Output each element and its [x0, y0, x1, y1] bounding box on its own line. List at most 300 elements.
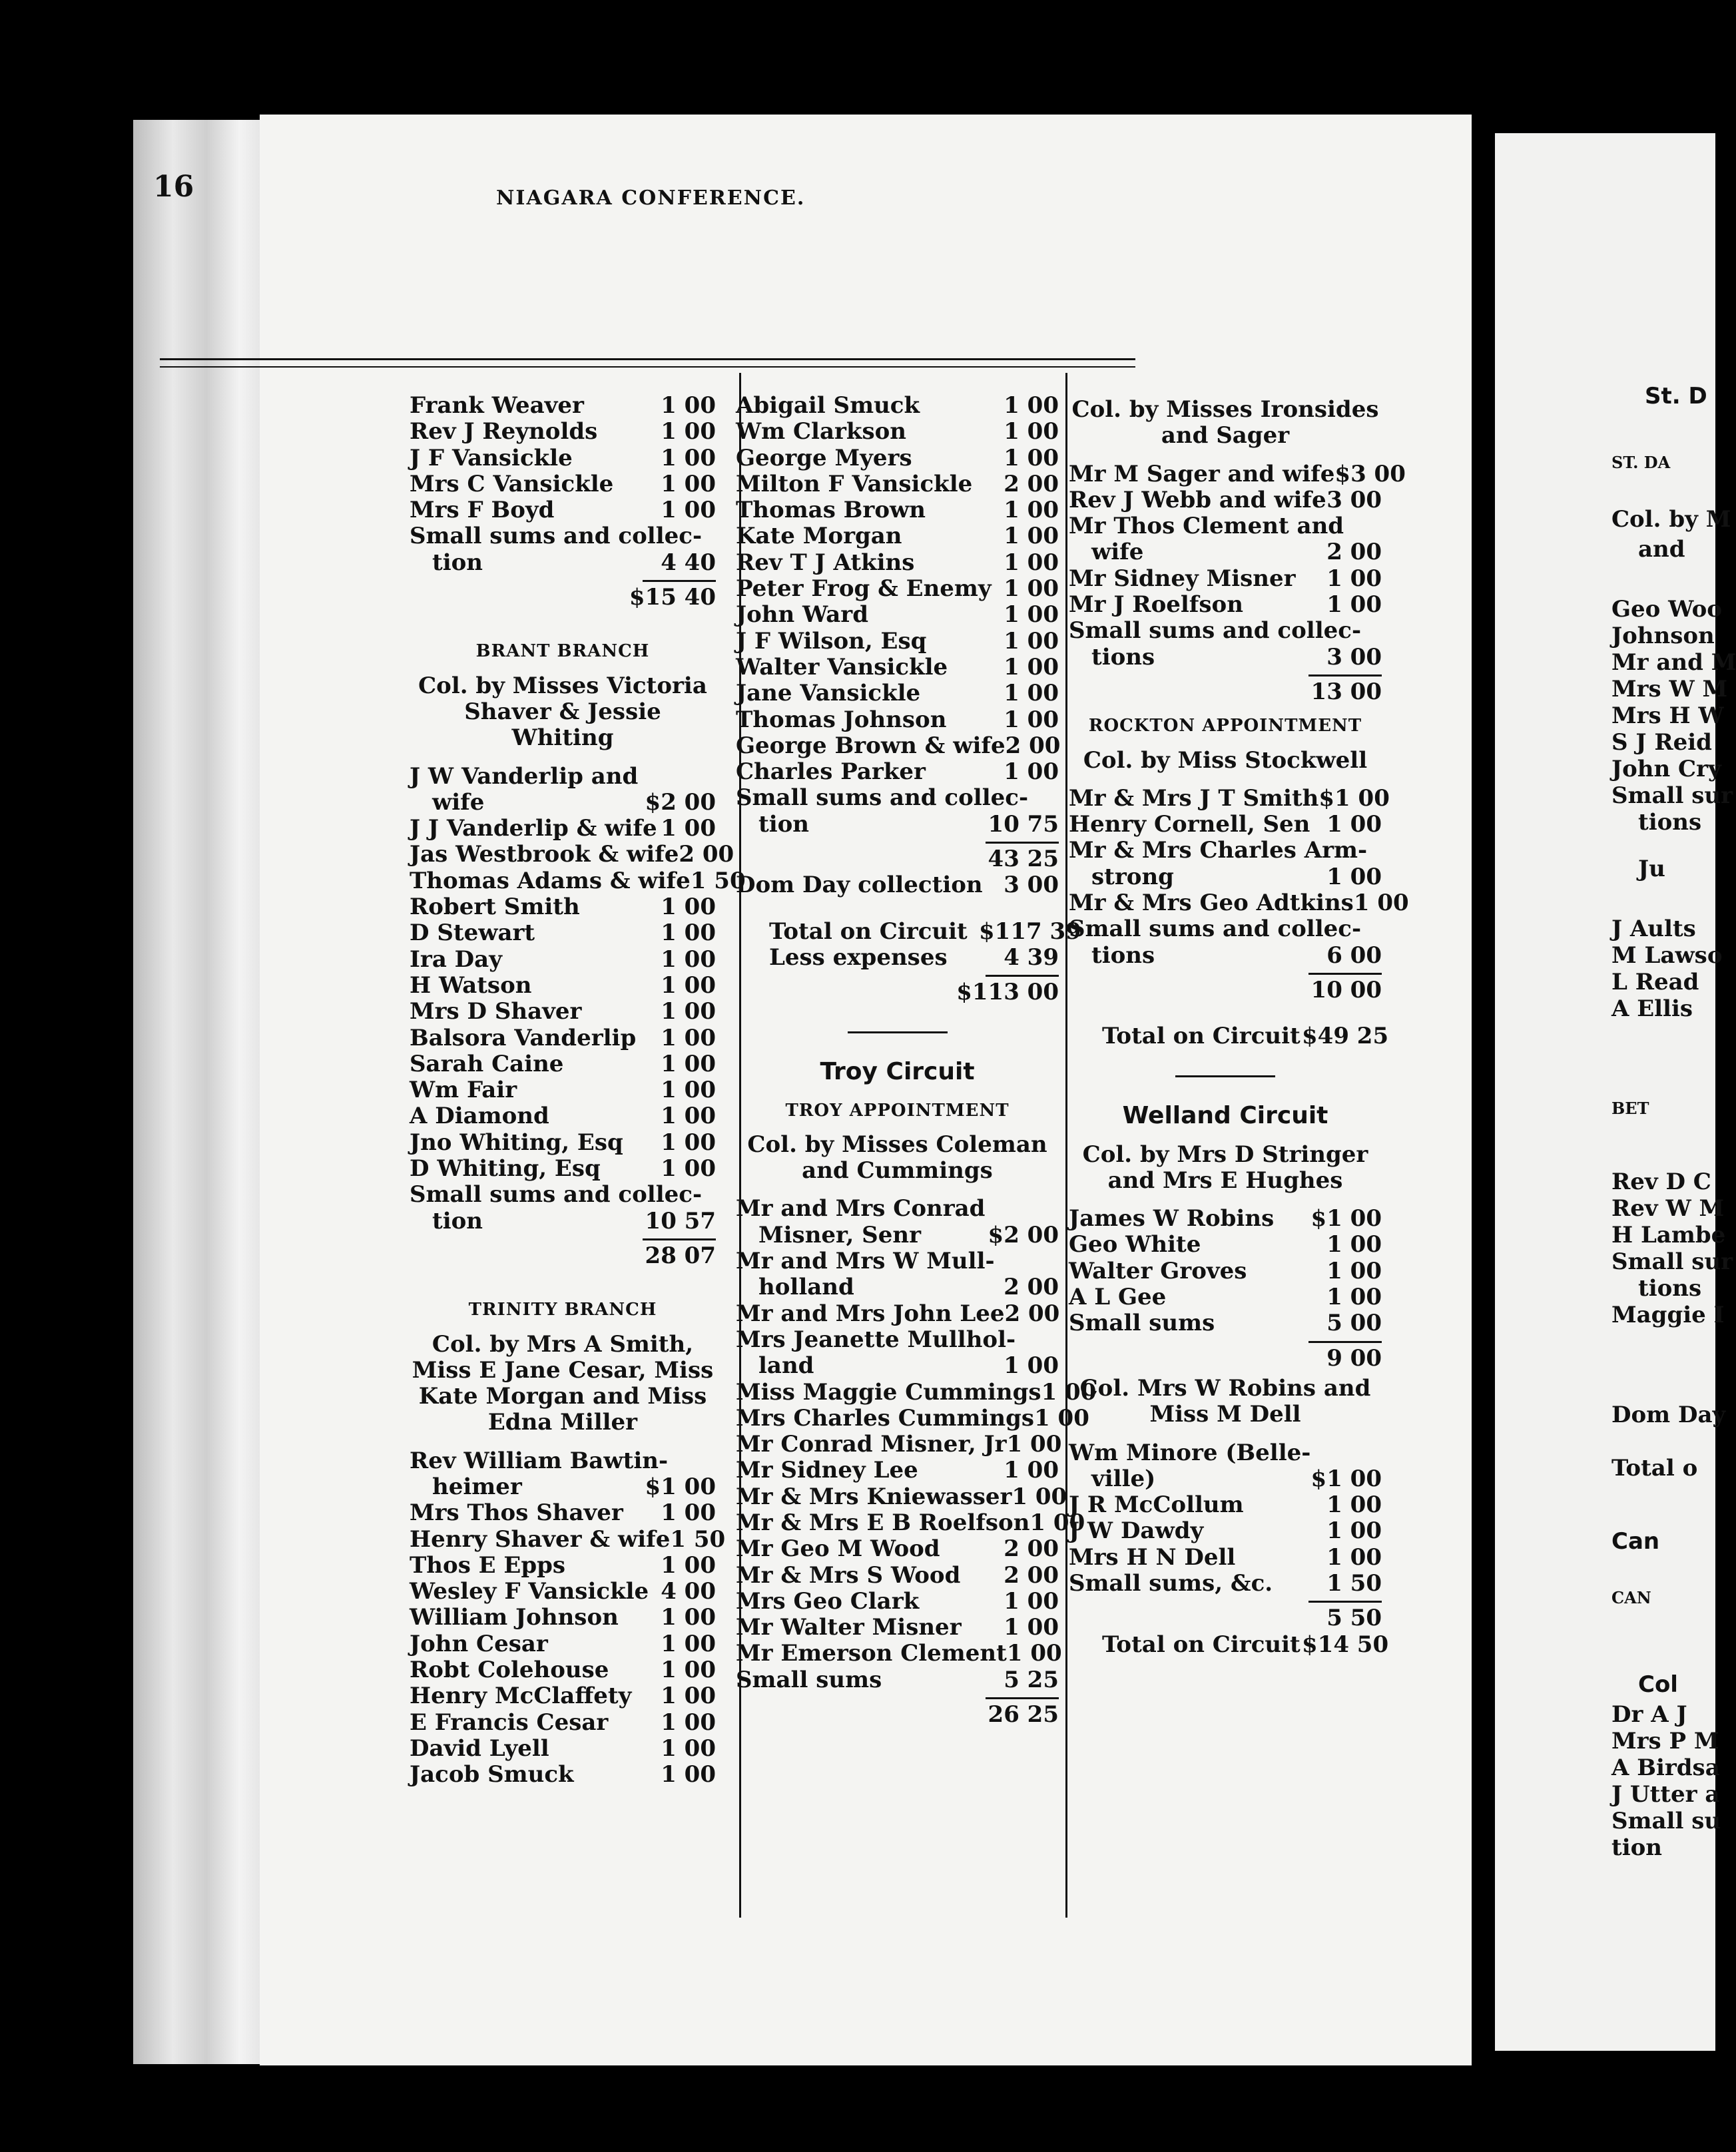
ledger-amount: 1 00 [661, 1657, 716, 1684]
ledger-row: Total on Circuit $117 39 [769, 918, 1081, 945]
ledger-amount: 10 57 [645, 1207, 716, 1234]
ledger-name: Rev J Webb and wife [1069, 486, 1326, 513]
ledger-row [410, 550, 716, 576]
facing-page-text: L Read [1611, 969, 1699, 995]
ledger-name: Walter Vansickle [736, 653, 948, 680]
ledger-row [410, 523, 716, 549]
ledger-name: heimer [432, 1473, 522, 1500]
ledger-amount: 1 00 [1004, 758, 1059, 786]
column-2 [736, 392, 1097, 1729]
ledger-amount: 1 00 [661, 1683, 716, 1710]
ledger-amount: 2 00 [1004, 1274, 1059, 1301]
ledger-row [1069, 645, 1382, 671]
ledger-amount: 1 50 [670, 1525, 726, 1553]
ledger-row [736, 1353, 1059, 1379]
facing-page-text: H Lambe [1611, 1222, 1726, 1248]
ledger-row [1069, 812, 1382, 838]
collector-troy: Col. by Misses Coleman and Cummings [747, 1131, 1047, 1185]
ledger-name: Milton F Vansickle [736, 470, 973, 497]
facing-page-text: and [1638, 536, 1685, 563]
ledger-row: Less expenses 4 39 [769, 943, 1059, 971]
ledger-row [410, 1077, 716, 1103]
ledger-amount: 4 00 [661, 1578, 716, 1605]
ledger-name: J J Vanderlip & wife [410, 815, 657, 842]
ledger-row [736, 1640, 1062, 1667]
ledger-amount: 1 00 [661, 1050, 716, 1077]
sum-line [643, 580, 716, 582]
ledger-amount: $1 00 [1310, 1465, 1382, 1492]
facing-page-text: Rev D C [1611, 1169, 1711, 1195]
facing-page [1495, 133, 1736, 2051]
section-heading-troy: TROY APPOINTMENT [785, 1100, 1010, 1121]
ledger-row [736, 393, 1059, 419]
ledger-row [1069, 513, 1382, 539]
ledger-row [1069, 864, 1382, 890]
ledger-name: Mrs Charles Cummings [736, 1404, 1035, 1432]
ledger-amount: 1 00 [1326, 863, 1382, 890]
ledger-row [736, 1536, 1059, 1562]
ledger-amount [1361, 916, 1382, 942]
facing-page-text: tions [1638, 1275, 1702, 1302]
facing-page-text: M Lawso [1611, 942, 1723, 969]
ledger-amount: 1 00 [661, 1129, 716, 1156]
ledger-name: Jacob Smuck [410, 1761, 574, 1788]
ledger-name: Jas Westbrook & wife [410, 841, 679, 868]
ledger-row [736, 1327, 1059, 1353]
ledger-amount: 1 00 [661, 392, 716, 419]
ledger-row: Total on Circuit $49 25 [1102, 1023, 1389, 1050]
ledger-row [1069, 566, 1382, 592]
ledger-name: tion [432, 1207, 483, 1234]
ledger-amount: 1 00 [661, 815, 716, 842]
ledger-name: Mr M Sager and wife [1069, 460, 1335, 487]
ledger-amount: 1 00 [1004, 601, 1059, 629]
ledger-amount [1367, 838, 1382, 864]
ledger-amount: 1 00 [661, 920, 716, 947]
ledger-name: Thomas Adams & wife [410, 867, 691, 894]
ledger-name: A L Gee [1069, 1284, 1167, 1311]
subtotal: 13 00 [1310, 678, 1382, 705]
ledger-row [736, 1509, 1085, 1536]
ledger-amount: 1 00 [661, 1604, 716, 1631]
ledger-amount: 1 00 [661, 1630, 716, 1657]
ledger-amount: 1 00 [661, 1551, 716, 1579]
ledger-amount: 1 00 [1004, 1352, 1059, 1380]
ledger-amount: 2 00 [1326, 539, 1382, 566]
ledger-name: Mr & Mrs Kniewasser [736, 1483, 1012, 1510]
ledger-name: Mr J Roelfson [1069, 591, 1243, 619]
ledger-row [410, 816, 716, 842]
ledger-name: wife [432, 788, 485, 816]
ledger-row [1069, 1440, 1382, 1466]
ledger-name: Small sums and collec- [410, 523, 703, 550]
ledger-row [1069, 916, 1382, 942]
ledger-name: Small sums [1069, 1310, 1215, 1337]
ledger-row [736, 523, 1059, 549]
ledger-amount: 1 00 [1326, 1491, 1382, 1519]
ledger-amount: 1 00 [661, 998, 716, 1025]
ledger-row [410, 497, 716, 523]
ledger-row: Dom Day collection 3 00 [736, 872, 1059, 899]
ledger-row [410, 841, 734, 868]
ledger-amount [1015, 1327, 1059, 1353]
ledger-amount: 1 00 [1004, 418, 1059, 445]
facing-page-text: Johnson [1611, 623, 1715, 649]
ledger-amount: 1 00 [1006, 1640, 1062, 1667]
ledger-row [410, 1182, 716, 1208]
ledger-name: Walter Groves [1069, 1257, 1247, 1284]
ledger-amount: 1 00 [1326, 1257, 1382, 1284]
ledger-name: Misner, Senr [758, 1221, 921, 1248]
ledger-amount: 1 00 [661, 1155, 716, 1183]
ledger-amount: 1 00 [1004, 575, 1059, 603]
ledger-name: tions [1091, 942, 1155, 969]
ledger-name: J F Vansickle [410, 444, 573, 471]
ledger-amount: 2 00 [1004, 1300, 1060, 1327]
ledger-row [410, 1448, 716, 1474]
ledger-name: tions [1091, 643, 1155, 671]
ledger-amount: 10 75 [988, 810, 1059, 838]
ledger-name: Mr & Mrs E B Roelfson [736, 1509, 1030, 1536]
collector-robins: Col. Mrs W Robins and Miss M Dell [1079, 1374, 1371, 1428]
ledger-row [1069, 618, 1382, 644]
ledger-row [410, 1130, 716, 1156]
ledger-amount: 1 00 [1004, 706, 1059, 733]
ledger-row [736, 1667, 1059, 1693]
ledger-row [410, 764, 716, 790]
ledger-name: David Lyell [410, 1735, 549, 1762]
facing-page-text: Can [1611, 1528, 1660, 1555]
ledger-name: Mrs D Shaver [410, 998, 582, 1025]
ledger-amount: 1 00 [1326, 811, 1382, 838]
ledger-row [736, 550, 1059, 576]
collector-trinity: Col. by Mrs A Smith, Miss E Jane Cesar, Miss Kate Morgan and Miss Edna Miller [412, 1330, 714, 1436]
ledger-row [410, 920, 716, 946]
ledger-name: Mr Emerson Clement [736, 1640, 1007, 1667]
ledger-row [410, 1657, 716, 1683]
facing-page-text: tion [1611, 1834, 1663, 1861]
facing-page-text: tions [1638, 809, 1702, 836]
ledger-amount [702, 523, 716, 549]
ledger-name: Wm Minore (Belle- [1069, 1439, 1311, 1466]
ledger-amount: 1 00 [661, 1024, 716, 1051]
ledger-name: J W Vanderlip and [410, 762, 639, 790]
ledger-name: Jane Vansickle [736, 680, 921, 707]
section-heading-trinity: TRINITY BRANCH [468, 1300, 657, 1320]
ledger-name: Mr Walter Misner [736, 1614, 962, 1641]
facing-page-text: A Birdsa [1611, 1754, 1720, 1781]
net-total: $113 00 [956, 979, 1059, 1006]
collector-brant: Col. by Misses Victoria Shaver & Jessie Whiting [418, 672, 707, 752]
ledger-row [1069, 539, 1382, 565]
ledger-name: John Cesar [410, 1630, 548, 1657]
ledger-name: Robt Colehouse [410, 1657, 609, 1684]
ledger-row [736, 1274, 1059, 1300]
ledger-amount: 1 00 [1326, 1543, 1382, 1571]
ledger-row [410, 1579, 716, 1605]
subtotal: 9 00 [1326, 1344, 1382, 1372]
ledger-name: Mr and Mrs John Lee [736, 1300, 1005, 1327]
facing-page-text: John Cry [1611, 756, 1721, 782]
ledger-row [1069, 784, 1390, 812]
ledger-amount: 1 00 [1012, 1483, 1067, 1510]
facing-page-text: Geo Woo [1611, 596, 1722, 623]
ledger-row [410, 1736, 716, 1762]
ledger-name: George Myers [736, 444, 912, 471]
subtotal: 28 07 [645, 1242, 716, 1269]
facing-page-text: Mrs P M [1611, 1728, 1719, 1754]
ledger-name: Henry Shaver & wife [410, 1525, 671, 1553]
ledger-amount [1344, 513, 1382, 539]
ledger-name: Abigail Smuck [736, 392, 920, 419]
ledger-name: J R McCollum [1069, 1491, 1244, 1519]
ledger-amount: 3 00 [1326, 643, 1382, 671]
ledger-amount: 1 00 [661, 1103, 716, 1130]
ledger-name: land [758, 1352, 814, 1380]
facing-page-text: S J Reid [1611, 729, 1712, 756]
facing-page-text: Small sur [1611, 782, 1733, 809]
ledger-name: John Ward [736, 601, 868, 629]
ledger-row [410, 894, 716, 920]
ledger-row [736, 1431, 1062, 1458]
ledger-name: Miss Maggie Cummings [736, 1378, 1041, 1406]
ledger-row [736, 497, 1059, 523]
ledger-row [410, 947, 716, 973]
column-3 [1069, 393, 1409, 1658]
ledger-row [736, 602, 1059, 628]
ledger-row [410, 445, 716, 471]
ledger-amount: 1 00 [1004, 680, 1059, 707]
ledger-row [1069, 943, 1382, 969]
ledger-name: holland [758, 1274, 854, 1301]
ledger-amount: 1 00 [661, 497, 716, 524]
ledger-amount: 1 00 [1004, 1614, 1059, 1641]
ledger-row [736, 445, 1059, 471]
ledger-amount: 1 00 [1326, 565, 1382, 592]
ledger-amount: 1 00 [661, 1735, 716, 1762]
ledger-name: Mr & Mrs Charles Arm- [1069, 837, 1368, 864]
subtotal: $15 40 [629, 584, 716, 611]
header-rule-bottom [160, 366, 1135, 368]
ledger-name: strong [1091, 863, 1174, 890]
ledger-name: Mr Conrad Misner, Jr [736, 1431, 1007, 1458]
ledger-row [1069, 1284, 1382, 1310]
ledger-name: Thos E Epps [410, 1551, 566, 1579]
ledger-row [1069, 838, 1382, 864]
ledger-row [736, 1563, 1059, 1589]
facing-page-text: Col. by M [1611, 506, 1731, 533]
ledger-amount: 2 00 [679, 841, 734, 868]
ledger-name: Kate Morgan [736, 523, 902, 550]
sum-line [643, 1238, 716, 1240]
ledger-name: ville) [1091, 1465, 1156, 1492]
section-heading-brant: BRANT BRANCH [475, 641, 650, 662]
ledger-name: Mr & Mrs S Wood [736, 1561, 961, 1589]
ledger-row [736, 707, 1059, 733]
facing-page-text: Maggie I [1611, 1302, 1725, 1328]
ledger-amount: 2 00 [1005, 732, 1061, 759]
ledger-name: J F Wilson, Esq [736, 627, 927, 655]
ledger-row [410, 999, 716, 1025]
facing-page-text: Mr and M [1611, 649, 1736, 676]
ledger-name: George Brown & wife [736, 732, 1006, 759]
ledger-amount: 1 00 [1006, 1431, 1062, 1458]
ledger-amount: 1 00 [661, 444, 716, 471]
ledger-amount: 2 00 [1004, 1535, 1059, 1563]
ledger-amount: 1 00 [661, 1499, 716, 1527]
ledger-amount: 1 00 [661, 1761, 716, 1788]
ledger-amount: 1 00 [1326, 591, 1382, 619]
ledger-row [736, 812, 1059, 838]
facing-page-text: BET [1611, 1099, 1649, 1118]
ledger-amount: 1 00 [1004, 627, 1059, 655]
ledger-name: Mrs Geo Clark [736, 1587, 920, 1615]
facing-page-text: Mrs W M [1611, 676, 1728, 702]
ledger-name: Balsora Vanderlip [410, 1024, 637, 1051]
ledger-row [410, 973, 716, 999]
ledger-row [410, 393, 716, 419]
ledger-name: Mrs Jeanette Mullhol- [736, 1326, 1016, 1353]
facing-page-text: Total o [1611, 1455, 1698, 1481]
ledger-name: Mrs H N Dell [1069, 1543, 1236, 1571]
ledger-name: Rev William Bawtin- [410, 1447, 669, 1474]
ledger-name: tion [758, 810, 810, 838]
ledger-row [1069, 1466, 1382, 1492]
ledger-name: Small sums and collec- [736, 784, 1029, 812]
ledger-amount: 3 00 [1326, 486, 1382, 513]
ledger-name: Mr and Mrs Conrad [736, 1195, 986, 1222]
ledger-row [1069, 890, 1409, 917]
ledger-amount: 1 00 [661, 894, 716, 921]
ledger-amount: 1 00 [1004, 653, 1059, 680]
ledger-name: Small sums [736, 1666, 882, 1693]
facing-page-text: J Utter a [1611, 1781, 1720, 1808]
subtotal: 26 25 [988, 1701, 1059, 1729]
ledger-amount: $1 00 [1318, 784, 1390, 812]
ledger-amount: 6 00 [1326, 942, 1382, 969]
ledger-row [410, 1500, 716, 1526]
ledger-amount: 1 00 [1004, 523, 1059, 550]
sum-line [986, 1697, 1059, 1699]
ledger-name: Mr and Mrs W Mull- [736, 1248, 995, 1275]
column-divider-2 [1065, 373, 1067, 1918]
ledger-row [1069, 1258, 1382, 1284]
ledger-name: Henry Cornell, Sen [1069, 811, 1310, 838]
facing-page-text: CAN [1611, 1588, 1651, 1607]
ledger-amount [702, 1182, 716, 1208]
ledger-row [410, 1605, 716, 1631]
ledger-row [1069, 1518, 1382, 1544]
ledger-name: Sarah Caine [410, 1050, 564, 1077]
ledger-amount [995, 1248, 1059, 1274]
ledger-amount: 1 00 [661, 945, 716, 973]
ledger-amount: 1 00 [1004, 497, 1059, 524]
ledger-name: D Stewart [410, 920, 535, 947]
ledger-name: Rev J Reynolds [410, 418, 598, 445]
ledger-row [1069, 1492, 1382, 1518]
ledger-amount: 1 00 [1004, 392, 1059, 419]
ledger-name: A Diamond [410, 1103, 549, 1130]
ledger-name: Mr & Mrs Geo Adtkins [1069, 890, 1354, 917]
ledger-row [410, 1156, 716, 1182]
ledger-amount: 2 00 [1004, 1561, 1059, 1589]
ledger-amount: $2 00 [988, 1221, 1059, 1248]
ledger-amount: 1 00 [1004, 549, 1059, 576]
ledger-row [736, 1222, 1059, 1248]
ledger-row: Total on Circuit $14 50 [1102, 1631, 1389, 1658]
ledger-row [410, 1710, 716, 1736]
ledger-row [736, 1301, 1059, 1327]
ledger-amount: 4 40 [661, 549, 716, 576]
ledger-row [410, 790, 716, 816]
ledger-row [736, 785, 1059, 811]
page-title: NIAGARA CONFERENCE. [496, 186, 806, 210]
ledger-name: Mr Geo M Wood [736, 1535, 940, 1563]
ledger-amount: 1 00 [1004, 444, 1059, 471]
sum-line [1308, 1601, 1382, 1603]
circuit-title-troy: Troy Circuit [820, 1057, 975, 1085]
facing-page-text: ST. DA [1611, 453, 1671, 472]
ledger-row [736, 1589, 1059, 1615]
ledger-row [736, 419, 1059, 445]
ledger-row [410, 1474, 716, 1500]
ledger-amount: 1 00 [1029, 1509, 1085, 1536]
section-separator [1175, 1075, 1275, 1077]
ledger-name: Henry McClaffety [410, 1683, 632, 1710]
ledger-name: Rev T J Atkins [736, 549, 915, 576]
ledger-name: J W Dawdy [1069, 1517, 1204, 1545]
ledger-row [410, 471, 716, 497]
ledger-row [410, 867, 746, 894]
ledger-row [736, 680, 1059, 706]
ledger-amount [668, 1448, 716, 1474]
subtotal: 43 25 [988, 846, 1059, 873]
column-1 [410, 392, 746, 1788]
ledger-name: Robert Smith [410, 894, 580, 921]
header-rule-top [160, 358, 1135, 360]
ledger-row [736, 1248, 1059, 1274]
ledger-amount: 1 00 [661, 470, 716, 497]
ledger-row [736, 1378, 1097, 1406]
ledger-row [410, 1553, 716, 1579]
ledger-row [410, 419, 716, 445]
facing-page-text: J Aults [1611, 916, 1696, 942]
ledger-amount: 1 00 [661, 1077, 716, 1104]
ledger-amount: 1 50 [1326, 1569, 1382, 1597]
page-number: 16 [153, 170, 194, 204]
ledger-amount: 1 00 [661, 971, 716, 999]
ledger-amount: 1 00 [1326, 1284, 1382, 1311]
ledger-row [1069, 592, 1382, 618]
ledger-name: Small sums and collec- [1069, 617, 1362, 645]
ledger-name: tion [432, 549, 483, 576]
ledger-name: Peter Frog & Enemy [736, 575, 992, 603]
ledger-name: Small sums, &c. [1069, 1569, 1273, 1597]
sum-line [1308, 674, 1382, 676]
ledger-amount: 1 00 [1004, 1587, 1059, 1615]
ledger-name: Wm Fair [410, 1077, 517, 1104]
ledger-amount [985, 1196, 1059, 1222]
ledger-name: Geo White [1069, 1231, 1201, 1258]
sum-line [986, 975, 1059, 977]
ledger-name: Small sums and collec- [410, 1181, 703, 1209]
ledger-amount: $1 00 [645, 1473, 716, 1500]
facing-page-text: Small sur [1611, 1248, 1733, 1275]
ledger-row [1069, 1571, 1382, 1597]
sum-line [1308, 973, 1382, 975]
subtotal: 5 50 [1326, 1605, 1382, 1632]
ledger-amount [1028, 785, 1059, 811]
